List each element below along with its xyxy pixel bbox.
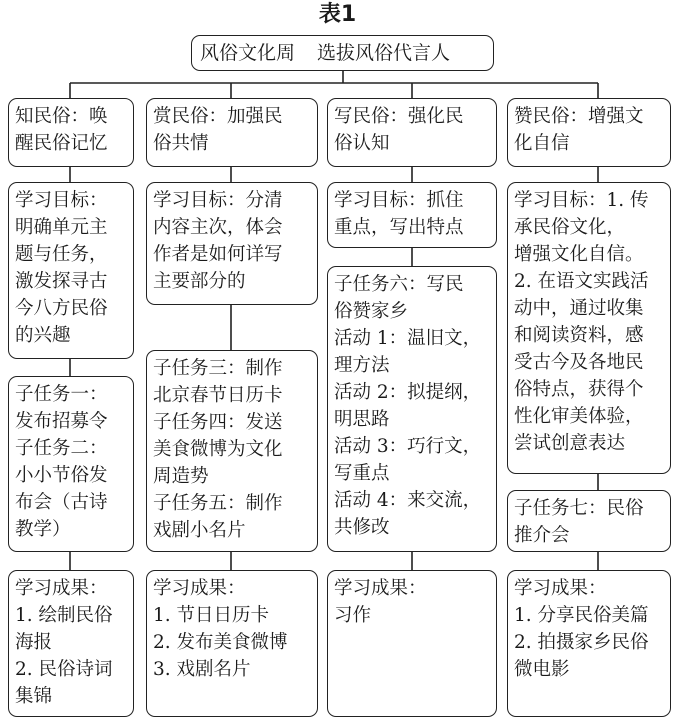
col4-outcome-box	[507, 570, 671, 717]
col2-outcome-line: 1. 节日日历卡	[153, 605, 270, 626]
col1-task-line: 布会（古诗	[15, 492, 108, 513]
col1-outcome-line: 学习成果：	[15, 578, 108, 599]
col2-task-line: 子任务四：发送	[153, 412, 283, 433]
col2-goal-line: 学习目标：分清	[153, 190, 283, 211]
col4-goal-line: 性化审美体验，	[514, 406, 644, 427]
col2-task-line: 子任务五：制作	[153, 493, 283, 514]
col1-outcome-line: 1. 绘制民俗	[15, 605, 113, 626]
col4-goal-box	[507, 182, 671, 474]
col1-goal-box	[8, 182, 134, 359]
col3-task-line: 活动 1：温旧文，	[334, 328, 482, 349]
root-activity: 选拔风俗代言人	[317, 42, 451, 64]
col1-header-box	[8, 98, 134, 167]
col4-goal-line: 和阅读资料，感	[514, 325, 644, 346]
col2-task-line: 子任务三：制作	[153, 358, 283, 379]
col2-goal-line: 作者是如何详写	[153, 244, 283, 265]
col1-goal-line: 明确单元主	[15, 217, 108, 238]
table-title: 表1	[318, 2, 357, 27]
col3-outcome-line: 习作	[334, 605, 372, 626]
col1-goal-line: 学习目标：	[15, 190, 108, 211]
col2-task-line: 美食微博为文化	[153, 439, 283, 460]
col1-outcome-line: 2. 民俗诗词	[15, 659, 113, 680]
col3-task-line: 共修改	[334, 517, 390, 538]
col1-goal-line: 激发探寻古	[15, 271, 108, 292]
col4-goal-line: 受古今及各地民	[514, 352, 644, 373]
root-theme: 风俗文化周	[200, 42, 296, 64]
col2-task-line: 戏剧小名片	[153, 520, 246, 541]
col4-goal-line: 2. 在语文实践活	[514, 271, 649, 292]
col3-task-line: 子任务六：写民	[334, 274, 464, 295]
col4-task-line: 推介会	[514, 525, 570, 546]
col3-task-line: 理方法	[334, 355, 390, 376]
col3-task-line: 明思路	[334, 409, 390, 430]
col3-goal-line: 学习目标：抓住	[334, 190, 464, 211]
col1-tasks-box	[8, 376, 134, 552]
col2-header-line: 赏民俗：加强民	[153, 106, 283, 127]
col4-header-line: 化自信	[514, 133, 570, 154]
col4-goal-line: 俗特点，获得个	[514, 379, 644, 400]
col4-goal-line: 承民俗文化，	[514, 217, 626, 238]
col3-header-box	[327, 98, 497, 167]
col4-outcome-line: 微电影	[514, 659, 570, 680]
col1-goal-line: 题与任务，	[15, 244, 108, 265]
col3-task-line: 活动 2：拟提纲，	[334, 382, 482, 403]
col2-header-box	[146, 98, 318, 167]
col4-outcome-line: 学习成果：	[514, 578, 607, 599]
col1-header-line: 知民俗：唤	[15, 106, 108, 127]
col4-goal-line: 学习目标：1. 传	[514, 190, 649, 211]
col3-task-line: 活动 3：巧行文，	[334, 436, 482, 457]
col2-task-line: 周造势	[153, 466, 209, 487]
col4-goal-line: 增强文化自信。	[514, 244, 644, 265]
col4-outcome-line: 2. 拍摄家乡民俗	[514, 632, 649, 653]
col1-task-line: 小小节俗发	[15, 465, 108, 486]
col4-goal-line: 动中，通过收集	[514, 298, 644, 319]
col2-outcome-line: 3. 戏剧名片	[153, 659, 251, 680]
col3-goal-line: 重点，写出特点	[334, 217, 464, 238]
col3-task-line: 俗赞家乡	[334, 301, 409, 322]
col1-task-line: 教学）	[15, 519, 71, 540]
root-node	[191, 35, 494, 71]
col2-goal-box	[146, 182, 318, 305]
col2-goal-line: 内容主次，体会	[153, 217, 283, 238]
col3-outcome-box	[327, 570, 497, 717]
col1-outcome-line: 集锦	[15, 686, 53, 707]
col2-tasks-box	[146, 350, 318, 552]
col4-header-box	[507, 98, 671, 167]
col2-outcome-box	[146, 570, 318, 717]
col3-task-line: 写重点	[334, 463, 390, 484]
col1-task-line: 发布招募令	[15, 411, 108, 432]
col3-header-line: 俗认知	[334, 133, 390, 154]
col3-goal-box	[327, 182, 497, 248]
col2-outcome-line: 2. 发布美食微博	[153, 632, 288, 653]
col3-tasks-box	[327, 266, 497, 552]
col3-outcome-line: 学习成果：	[334, 578, 427, 599]
col1-goal-line: 的兴趣	[15, 325, 71, 346]
col1-goal-line: 今八方民俗	[15, 298, 108, 319]
col4-outcome-line: 1. 分享民俗美篇	[514, 605, 649, 626]
col3-header-line: 写民俗：强化民	[334, 106, 464, 127]
col4-task-line: 子任务七：民俗	[514, 498, 644, 519]
col1-header-line: 醒民俗记忆	[15, 133, 108, 154]
col3-task-line: 活动 4：来交流，	[334, 490, 482, 511]
col2-task-line: 北京春节日历卡	[153, 385, 283, 406]
col1-task-line: 子任务二：	[15, 438, 108, 459]
col1-outcome-box	[8, 570, 134, 717]
col4-header-line: 赞民俗：增强文	[514, 106, 644, 127]
col1-task-line: 子任务一：	[15, 384, 108, 405]
col4-tasks-box	[507, 490, 671, 552]
col2-outcome-line: 学习成果：	[153, 578, 246, 599]
col4-goal-line: 尝试创意表达	[514, 433, 626, 454]
col2-goal-line: 主要部分的	[153, 271, 246, 292]
col2-header-line: 俗共情	[153, 133, 209, 154]
col1-outcome-line: 海报	[15, 632, 53, 653]
